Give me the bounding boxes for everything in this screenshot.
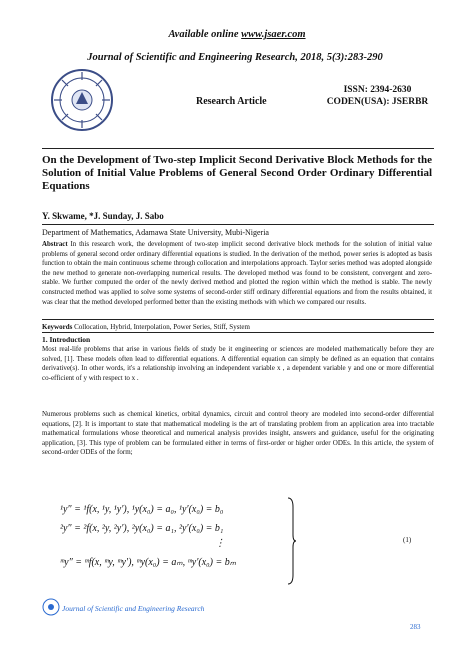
equation-line-m: ᵐy″ = ᵐf(x, ᵐy, ᵐy′), ᵐy(x₀) = aₘ, ᵐy′(x₀) = bₘ [60,557,236,568]
equation-line-2: ²y″ = ²f(x, ²y, ²y′), ²y(x₀) = a₁, ²y′(x₀) = b₁ [60,523,224,534]
right-brace [287,497,297,585]
keywords [42,323,250,331]
equation-number: (1) [403,536,412,544]
issn-text: ISSN: 2394-2630 [343,85,412,95]
divider [42,319,434,320]
available-prefix: Available online [168,29,242,40]
journal-seal-logo [50,68,114,132]
equation-line-1: ¹y″ = ¹f(x, ¹y, ¹y′), ¹y(x₀) = a₀, ¹y′(x₀) = b₀ [60,504,224,515]
intro-paragraph-1: Most real-life problems that arise in various fields of study be it engineering or sciences are modeled mathematically before they are solved, [1]. These models often lead to differential equations. A differential equation can simply be defined as an equation that contains derivative(s). In other words, it's a relationship involving an independent variable x , a dependent variable y and one or more differential co-efficient of y with respect to x . [42,345,434,382]
divider [42,224,434,225]
article-title: On the Development of Two-step Implicit Second Derivative Block Methods for the Solution of Initial Value Problems of General Second Order Ordinary Differential Equations [42,154,432,192]
affiliation: Department of Mathematics, Adamawa State University, Mubi-Nigeria [42,228,269,237]
keywords-label: Keywords [42,323,73,331]
footer-journal-name: Journal of Scientific and Engineering Research [62,604,205,613]
authors: Y. Skwame, *J. Sunday, J. Sabo [42,211,164,221]
page-number: 283 [410,623,421,631]
divider [42,148,434,149]
abstract-text: In this research work, the development of two-step implicit second derivative block methods for the solution of initial value problems of general second order ordinary differential equations is studied. In the derivation of the method, power series is adopted as basis function to obtain the main continuous scheme through collocation and interpolations approach. Taylor series method was adopted alongside the new method to generate non-overlapping numerical results. The developed method was found to be consistent, convergent and zero-stable. We further computed the order of the newly derived method and plotted the region within which the method is stable. The newly constructed method was applied to solve some systems of second-order stiff ordinary differential equations and from the results obtained, it was clear that the method developed performed better than the existing methods with which we compared our results. [42,241,432,306]
article-type: Research Article [196,96,267,107]
divider [42,332,434,333]
abstract-label: Abstract [42,241,68,248]
footer-journal-logo [42,598,60,616]
abstract [42,240,432,307]
issn-block [315,84,440,108]
intro-paragraph-2: Numerous problems such as chemical kinetics, orbital dynamics, circuit and control theory are modeled into second-order differential equations, [2]. It is important to state that mathematical modeling is the art of translating problem from an application area into tractable mathematical formulations whose theoretical and numerical analysis provides insight, answers and guidance, useful for the originating application, [3]. This type of problem can be formulated either in terms of first-order or higher order ODEs. In this article, the system of second-order ODEs of the form; [42,410,434,456]
keywords-text: Collocation, Hybrid, Interpolation, Power Series, Stiff, System [74,323,250,331]
equation-ellipsis: ⋮ [215,538,225,549]
section-heading: 1. Introduction [42,335,91,344]
availability-line [0,29,474,40]
journal-url-link[interactable]: www.jsaer.com [241,29,306,40]
coden-text: CODEN(USA): JSERBR [326,97,429,107]
journal-citation: Journal of Scientific and Engineering Research, 2018, 5(3):283-290 [87,52,383,63]
